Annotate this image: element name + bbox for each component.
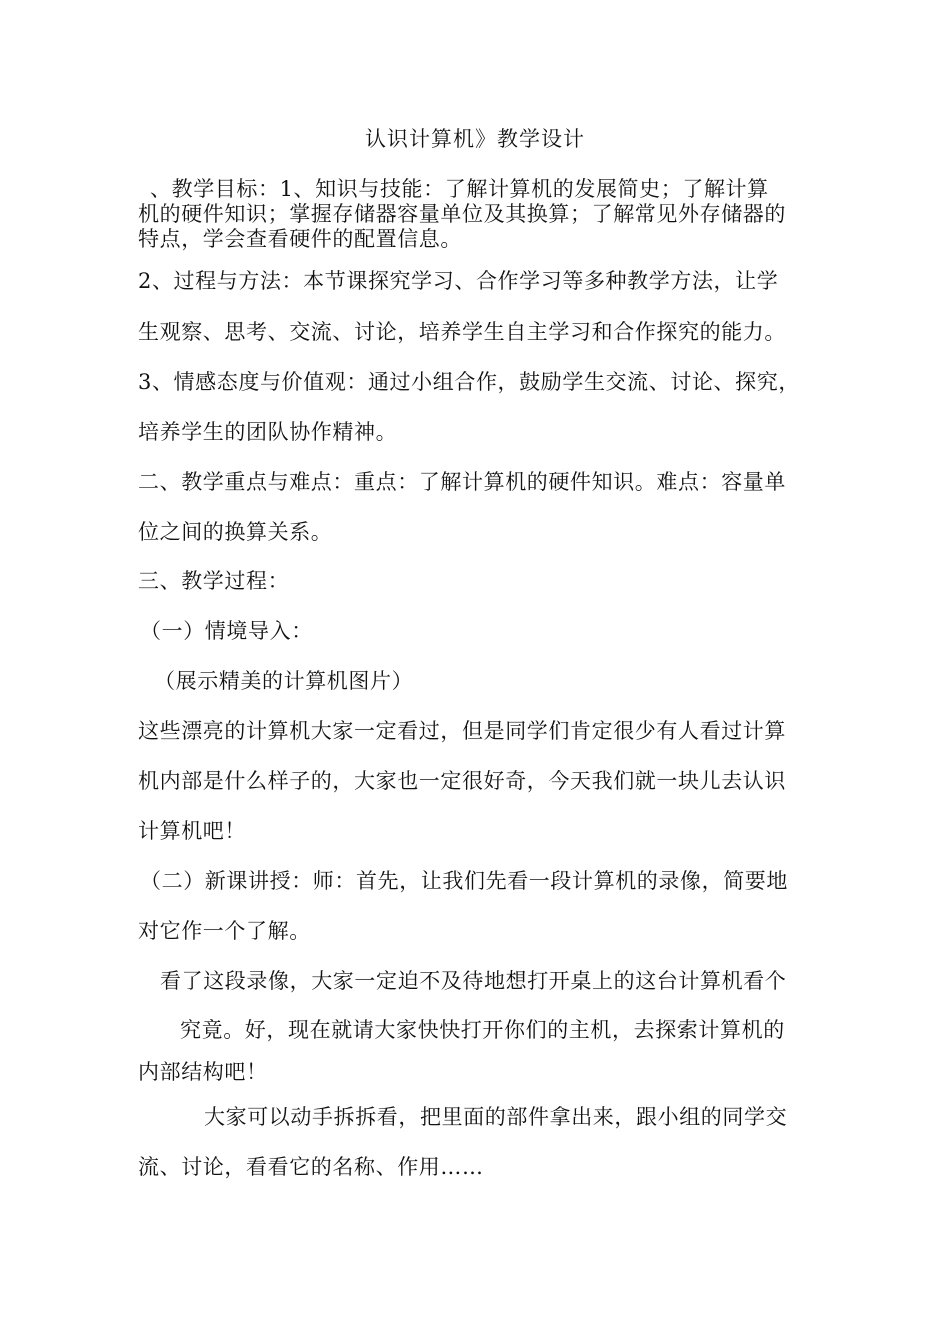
intro-paragraph-line-2: 机内部是什么样子的，大家也一定很好奇，今天我们就一块儿去认识 (138, 769, 786, 793)
new-lesson-line-1: （二）新课讲授：师：首先，让我们先看一段计算机的录像，简要地 (140, 869, 788, 893)
note-show-pictures: （展示精美的计算机图片） (154, 669, 414, 693)
objectives-line-2: 机的硬件知识；掌握存储器容量单位及其换算；了解常见外存储器的 (138, 202, 786, 226)
process-method-line-1: 2、过程与方法：本节课探究学习、合作学习等多种教学方法，让学 (138, 269, 779, 293)
objectives-line-1: 、教学目标：1、知识与技能：了解计算机的发展简史；了解计算 (150, 177, 769, 201)
video-paragraph-line-3: 内部结构吧！ (138, 1060, 268, 1084)
attitude-line-1: 3、情感态度与价值观：通过小组合作，鼓励学生交流、讨论、探究， (138, 370, 800, 394)
intro-paragraph-line-1: 这些漂亮的计算机大家一定看过，但是同学们肯定很少有人看过计算 (138, 719, 786, 743)
objectives-line-3: 特点，学会查看硬件的配置信息。 (138, 227, 462, 251)
attitude-line-2: 培养学生的团队协作精神。 (138, 420, 398, 444)
section-heading-process: 三、教学过程： (138, 569, 290, 593)
subheading-introduction: （一）情境导入： (140, 619, 313, 643)
disassemble-paragraph-line-1: 大家可以动手拆拆看，把里面的部件拿出来，跟小组的同学交 (204, 1105, 788, 1129)
document-title: 认识计算机》教学设计 (365, 127, 585, 151)
key-points-line-1: 二、教学重点与难点：重点：了解计算机的硬件知识。难点：容量单 (138, 470, 786, 494)
intro-paragraph-line-3: 计算机吧！ (138, 819, 246, 843)
new-lesson-line-2: 对它作一个了解。 (138, 919, 311, 943)
video-paragraph-line-2: 究竟。好，现在就请大家快快打开你们的主机，去探索计算机的 (180, 1018, 785, 1042)
disassemble-paragraph-line-2: 流、讨论，看看它的名称、作用…… (138, 1155, 484, 1179)
video-paragraph-line-1: 看了这段录像，大家一定迫不及待地想打开桌上的这台计算机看个 (160, 969, 787, 993)
process-method-line-2: 生观察、思考、交流、讨论，培养学生自主学习和合作探究的能力。 (138, 320, 786, 344)
key-points-line-2: 位之间的换算关系。 (138, 520, 333, 544)
